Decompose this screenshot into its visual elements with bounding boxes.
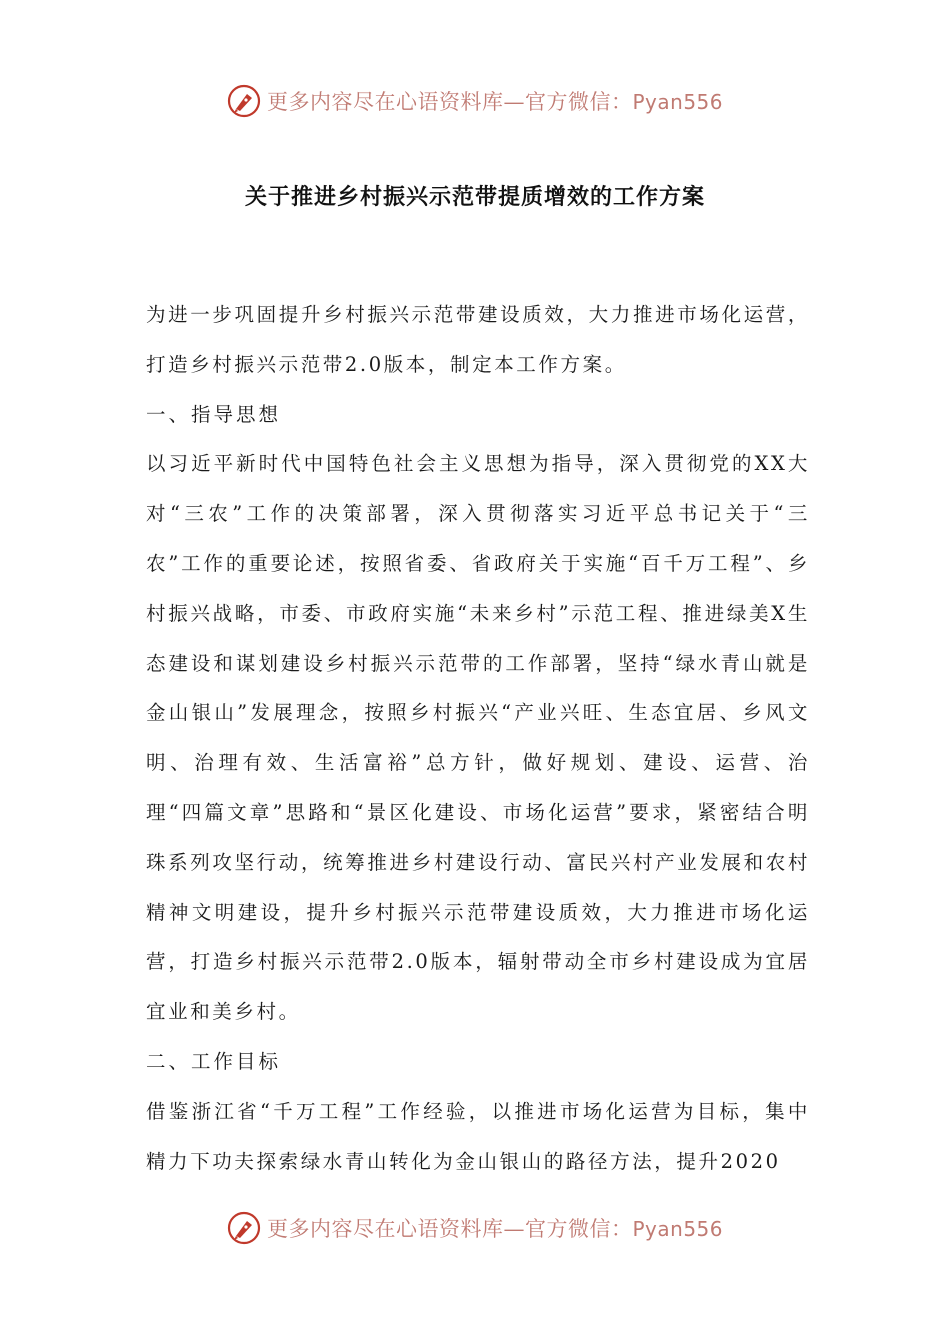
section-heading-work-goals: 二、工作目标 — [146, 1049, 282, 1073]
wechat-id: Pyan556 — [632, 90, 723, 114]
watermark-banner-top — [0, 84, 950, 118]
intro-paragraph: 为进一步巩固提升乡村振兴示范带建设质效，大力推进市场化运营，打造乡村振兴示范带2.0版本，制定本工作方案。 — [146, 303, 810, 376]
document-title: 关于推进乡村振兴示范带提质增效的工作方案 — [244, 185, 705, 210]
watermark-banner-bottom — [0, 1211, 950, 1245]
section-heading-guiding-ideology: 一、指导思想 — [146, 402, 282, 426]
wechat-id: Pyan556 — [632, 1217, 723, 1241]
section-body-work-goals: 借鉴浙江省“千万工程”工作经验，以推进市场化运营为目标，集中精力下功夫探索绿水青山转化为金山银山的路径方法，提升2020 — [146, 1099, 810, 1173]
document-body — [146, 290, 810, 1186]
section-body-guiding-ideology: 以习近平新时代中国特色社会主义思想为指导，深入贯彻党的XX大对“三农”工作的决策部署，深入贯彻落实习近平总书记关于“三农”工作的重要论述，按照省委、省政府关于实施“百千万工程”、乡村振兴战略，市委、市政府实施“未来乡村”示范工程、推进绿美X生态建设和谋划建设乡村振兴示范带的工作部署，坚持“绿水青山就是金山银山”发展理念，按照乡村振兴“产业兴旺、生态宜居、乡风文明、治理有效、生活富裕”总方针，做好规划、建设、运营、治理“四篇文章”思路和“景区化建设、市场化运营”要求，紧密结合明珠系列攻坚行动，统筹推进乡村建设行动、富民兴村产业发展和农村精神文明建设，提升乡村振兴示范带建设质效，大力推进市场化运营，打造乡村振兴示范带2.0版本，辐射带动全市乡村建设成为宜居宜业和美乡村。 — [146, 452, 810, 1024]
pen-nib-logo-icon — [227, 84, 261, 118]
watermark-text: 更多内容尽在心语资料库—官方微信：Pyan556 — [266, 1217, 723, 1241]
watermark-text: 更多内容尽在心语资料库—官方微信：Pyan556 — [266, 90, 723, 114]
pen-nib-logo-icon — [227, 1211, 261, 1245]
